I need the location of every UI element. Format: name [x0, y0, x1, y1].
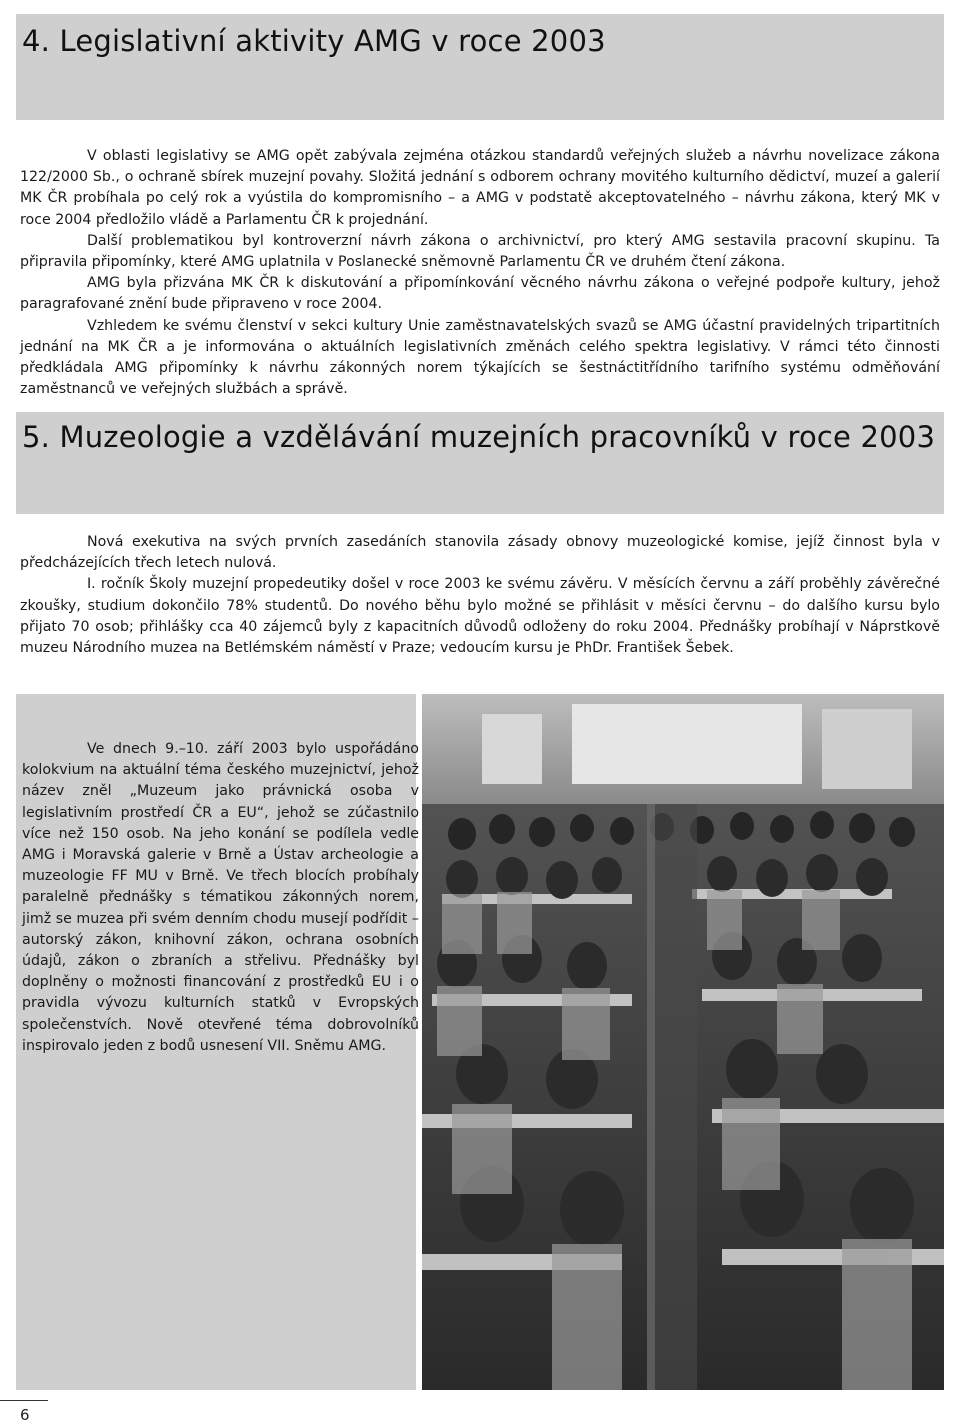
page-number: 6	[20, 1406, 30, 1424]
paragraph: Nová exekutiva na svých prvních zasedáních stanovila zásady obnovy muzeologické komise, jejíž činnost byla v předcházejících třech letech nulová.	[20, 534, 940, 572]
section-4-body	[20, 146, 940, 400]
conference-audience-photo	[422, 694, 944, 1390]
page-number-rule	[0, 1400, 48, 1401]
section-5-body	[20, 532, 940, 659]
paragraph: Vzhledem ke svému členství v sekci kultury Unie zaměstnavatelských svazů se AMG účastní pravidelných tripartitních jednání na MK ČR a je informována o aktuálních legislativních změnách celého spektra legislativy. V rámci této činnosti předkládala AMG připomínky k návrhu zákonných norem týkajících se šestnáctitřídního tarifního systému odměňování zaměstnanců ve veřejných službách a správě.	[20, 317, 940, 398]
section-4-heading: 4. Legislativní aktivity AMG v roce 2003	[22, 24, 606, 58]
photo-illustration	[422, 694, 944, 1390]
paragraph: V oblasti legislativy se AMG opět zabývala zejména otázkou standardů veřejných služeb a návrhu novelizace zákona 122/2000 Sb., o ochraně sbírek muzejní povahy. Složitá jednání s odborem ochrany movitého kulturního dědictví, muzeí a galerií MK ČR probíhala po celý rok a vyústila do kompromisního – a AMG v podstatě akceptovatelného – návrhu zákona, který MK v roce 2004 předložilo vládě a Parlamentu ČR k projednání.	[20, 148, 940, 228]
section-5-banner	[16, 412, 944, 514]
paragraph: I. ročník Školy muzejní propedeutiky došel v roce 2003 ke svému závěru. V měsících červnu a září proběhly závěrečné zkoušky, studium dokončilo 78% studentů. Do nového běhu bylo možné se přihlásit v měsíci červnu – do dalšího kursu bylo přijato 70 osob; přihlášky cca 40 zájemců byly z kapacitních důvodů odloženy do roku 2004. Přednášky probíhají v Náprstkově muzeu Národního muzea na Betlémském náměstí v Praze; vedoucím kursu je PhDr. František Šebek.	[20, 576, 940, 657]
paragraph: AMG byla přizvána MK ČR k diskutování a připomínkování věcného návrhu zákona o veřejné podpoře kultury, jehož paragrafované znění bude připraveno v roce 2004.	[20, 275, 940, 313]
sidebox-text: Ve dnech 9.–10. září 2003 bylo uspořádáno kolokvium na aktuální téma českého muzejnictví, jehož název zněl „Muzeum jako právnická osoba v legislativním prostředí ČR a EU“, jehož se zúčastnilo více než 150 osob. Na jeho konání se podílela vedle AMG i Moravská galerie v Brně a Ústav archeologie a muzeologie FF MU v Brně. Ve třech blocích probíhaly paralelně přednášky s tématikou zákonných norem, jimž se muzea při svém denním chodu musejí podřídit – autorský zákon, knihovní zákon, ochrana osobních údajů, zákon o zbraních a střelivu. Přednášky byl doplněny o možnosti financování z prostředků EU i o pravidla vývozu kulturních statků v Evropských společenstvích. Nově otevřené téma dobrovolníků inspirovalo jeden z bodů usnesení VII. Sněmu AMG.	[22, 741, 419, 1054]
section-4-banner	[16, 14, 944, 120]
colloquium-sidebox	[16, 694, 419, 1390]
paragraph: Další problematikou byl kontroverzní návrh zákona o archivnictví, pro který AMG sestavila pracovní skupinu. Ta připravila připomínky, které AMG uplatnila v Poslanecké sněmovně Parlamentu ČR ve druhém čtení zákona.	[20, 232, 940, 271]
section-5-heading: 5. Muzeologie a vzdělávání muzejních pracovníků v roce 2003	[22, 420, 936, 454]
